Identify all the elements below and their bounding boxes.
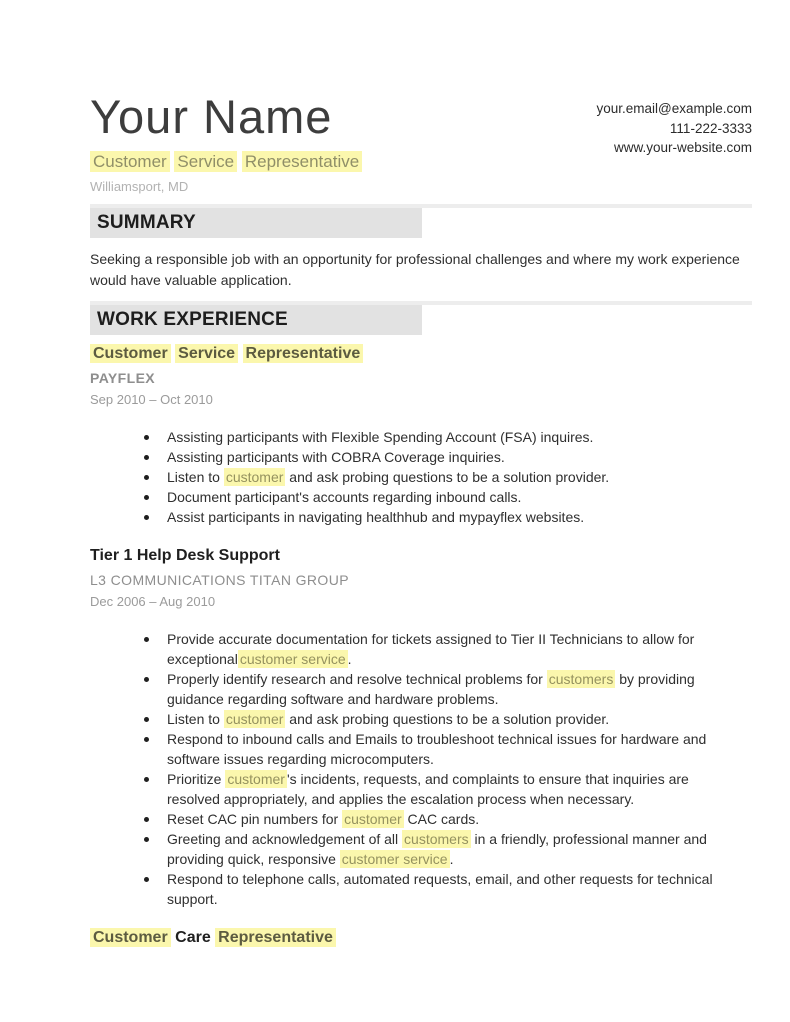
text-segment: . bbox=[449, 851, 454, 867]
contact-phone: 111-222-3333 bbox=[669, 120, 752, 136]
text-segment: by providing guidance regarding software and hardware problems. bbox=[167, 671, 695, 707]
job-bullets bbox=[90, 427, 715, 527]
highlighted-keyword: Service bbox=[174, 151, 237, 172]
job-entry bbox=[90, 345, 752, 527]
bullet-item bbox=[167, 809, 715, 829]
text-segment: in a friendly, professional manner and providing quick, responsive bbox=[167, 831, 707, 867]
work-experience-heading: WORK EXPERIENCE bbox=[97, 309, 288, 330]
date-range: Sep 2010 – Oct 2010 bbox=[90, 392, 213, 407]
job-entry bbox=[90, 929, 752, 947]
contact-email: your.email@example.com bbox=[596, 101, 752, 116]
job-bullets bbox=[90, 629, 715, 909]
bullet-item bbox=[167, 869, 715, 909]
contact-info bbox=[596, 94, 752, 158]
text-segment: Respond to inbound calls and Emails to troubleshoot technical issues for hardware and software issues regarding microcomputers. bbox=[167, 731, 707, 767]
text-segment: 's incidents, requests, and complaints to ensure that inquiries are resolved appropriately, and applies the escalation process when necessary. bbox=[167, 771, 689, 807]
text-segment: Prioritize bbox=[167, 771, 226, 787]
bullet-item bbox=[167, 447, 715, 467]
highlighted-keyword: customers bbox=[548, 671, 614, 687]
bullet-item bbox=[167, 729, 715, 769]
work-experience-section-bar bbox=[90, 305, 422, 335]
bullet-item bbox=[167, 769, 715, 809]
text-segment: Respond to telephone calls, automated requests, email, and other requests for technical support. bbox=[167, 871, 713, 907]
highlighted-keyword: customer bbox=[344, 811, 402, 827]
text-segment: . bbox=[347, 651, 352, 667]
highlighted-keyword: customer bbox=[227, 771, 285, 787]
job-title bbox=[90, 929, 752, 947]
summary-text: Seeking a responsible job with an opportunity for professional challenges and where my work experience would have valuable application. bbox=[90, 251, 740, 288]
resume-header bbox=[90, 90, 752, 194]
highlighted-keyword: Service bbox=[175, 344, 238, 363]
highlighted-keyword: Customer bbox=[90, 151, 170, 172]
highlighted-keyword: Customer bbox=[90, 928, 171, 947]
text-segment: CAC cards. bbox=[403, 811, 480, 827]
highlighted-keyword: customer bbox=[225, 711, 284, 727]
text-segment: Listen to bbox=[167, 711, 224, 727]
text-segment: Greeting and acknowledgement of all bbox=[167, 831, 403, 847]
text-segment bbox=[238, 345, 242, 362]
contact-website: www.your-website.com bbox=[613, 140, 752, 155]
job-title bbox=[90, 345, 752, 363]
bullet-item bbox=[167, 709, 715, 729]
text-segment: Assisting participants with COBRA Coverage inquiries. bbox=[167, 449, 505, 465]
bullet-item bbox=[167, 487, 715, 507]
text-segment: Properly identify research and resolve technical problems for bbox=[167, 671, 547, 687]
work-experience-section-header bbox=[90, 301, 752, 335]
highlighted-keyword: Representative bbox=[215, 928, 336, 947]
summary-heading: SUMMARY bbox=[97, 212, 196, 233]
summary-section-bar bbox=[90, 208, 422, 238]
company-name: L3 COMMUNICATIONS TITAN GROUP bbox=[90, 572, 349, 588]
identity-block bbox=[90, 90, 362, 194]
person-job-title bbox=[90, 151, 362, 172]
bullet-item bbox=[167, 507, 715, 527]
text-segment: Listen to bbox=[167, 469, 224, 485]
text-segment: and ask probing questions to be a solution provider. bbox=[285, 711, 610, 727]
text-segment: and ask probing questions to be a solution provider. bbox=[285, 469, 610, 485]
highlighted-keyword: Representative bbox=[243, 344, 364, 363]
person-name: Your Name bbox=[90, 90, 333, 143]
text-segment: Assisting participants with Flexible Spending Account (FSA) inquires. bbox=[167, 429, 594, 445]
highlighted-keyword: customer service bbox=[341, 851, 448, 867]
highlighted-keyword: Representative bbox=[242, 151, 362, 172]
highlighted-keyword: Customer bbox=[90, 344, 171, 363]
bullet-item bbox=[167, 829, 715, 869]
bullet-item bbox=[167, 467, 715, 487]
text-segment: Provide accurate documentation for tickets assigned to Tier II Technicians to allow for exceptional bbox=[167, 631, 695, 667]
job-title bbox=[90, 547, 752, 565]
text-segment: Assist participants in navigating healthhub and mypayflex websites. bbox=[167, 509, 585, 525]
company-name: PAYFLEX bbox=[90, 370, 156, 386]
person-location: Williamsport, MD bbox=[90, 179, 189, 194]
bullet-item bbox=[167, 629, 715, 669]
date-range: Dec 2006 – Aug 2010 bbox=[90, 594, 216, 609]
summary-section-header bbox=[90, 204, 752, 238]
job-list bbox=[90, 345, 752, 947]
bullet-item bbox=[167, 669, 715, 709]
bullet-item bbox=[167, 427, 715, 447]
highlighted-keyword: customer bbox=[225, 469, 284, 485]
text-segment: Reset CAC pin numbers for bbox=[167, 811, 343, 827]
text-segment: Care bbox=[175, 929, 211, 946]
highlighted-keyword: customers bbox=[404, 831, 469, 847]
text-segment: Tier 1 Help Desk Support bbox=[90, 547, 280, 564]
text-segment: Document participant's accounts regarding inbound calls. bbox=[167, 489, 522, 505]
highlighted-keyword: customer service bbox=[239, 651, 346, 667]
job-entry bbox=[90, 547, 752, 909]
